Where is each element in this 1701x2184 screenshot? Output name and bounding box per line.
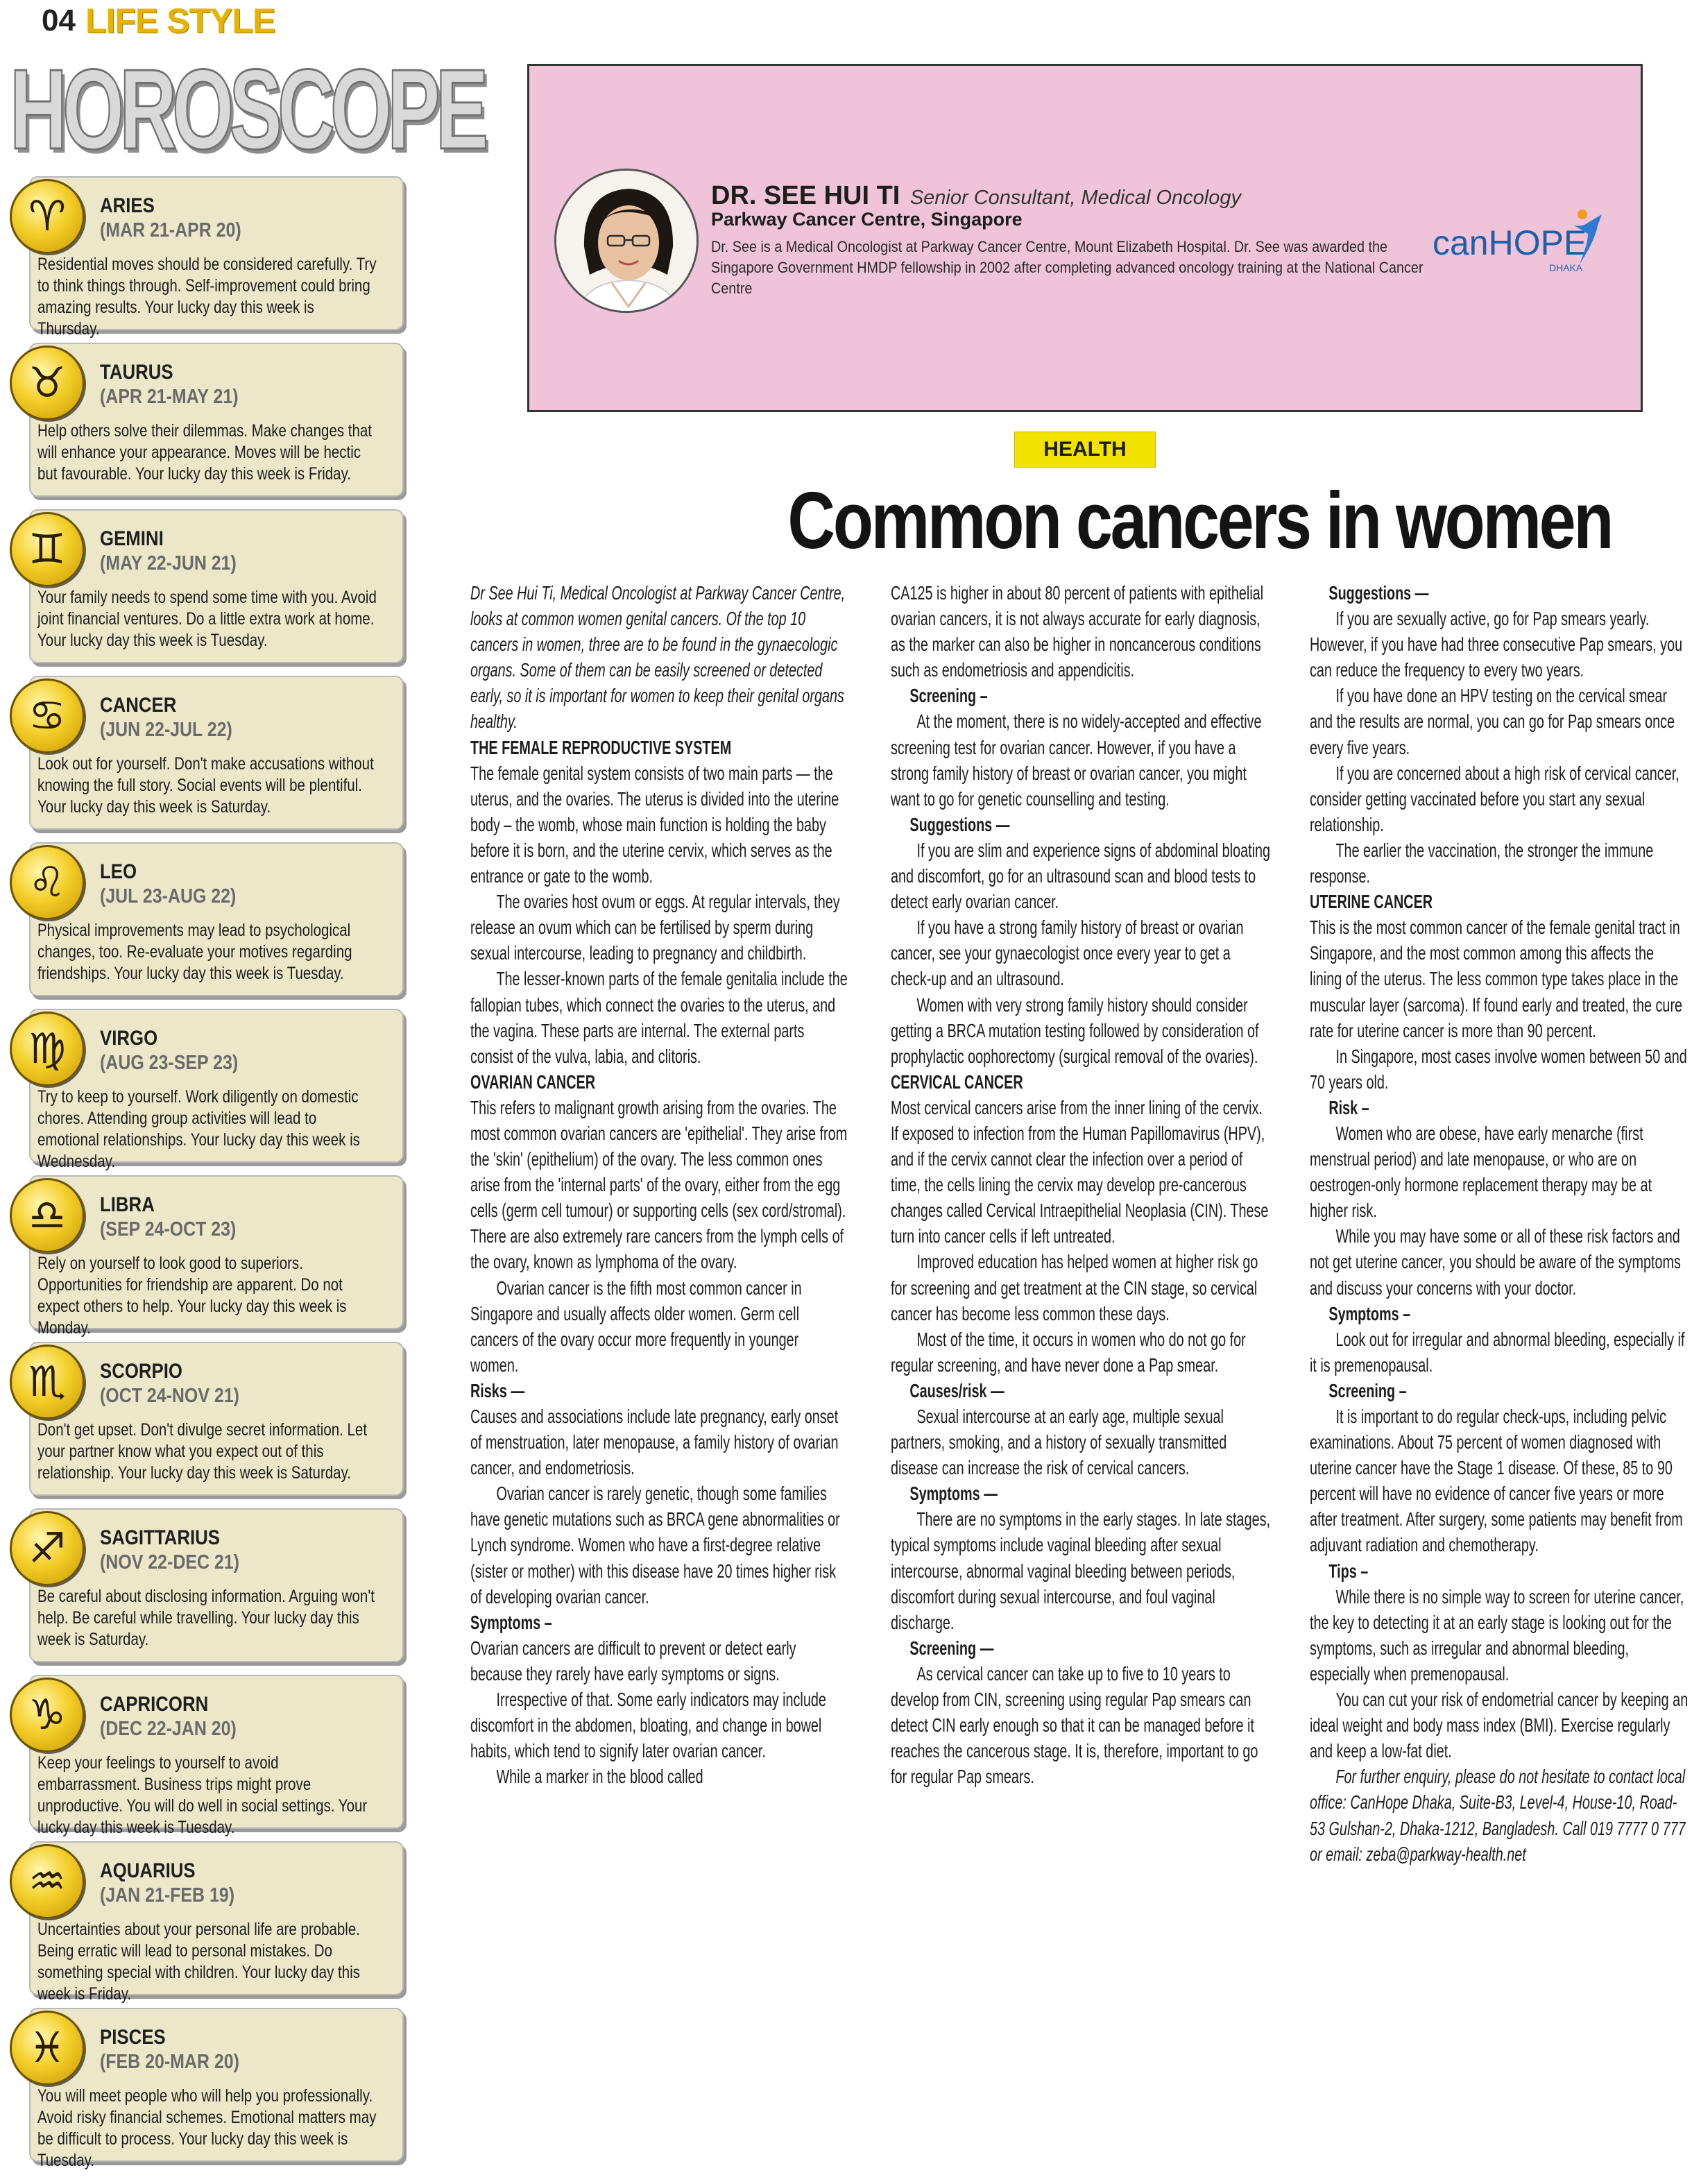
paragraph: Ovarian cancer is the fifth most common cancer in Singapore and usually affects older women. Germ cell cancers of the ovary occur more frequently in younger women. bbox=[470, 1277, 802, 1376]
section-heading: THE FEMALE REPRODUCTIVE SYSTEM bbox=[470, 736, 732, 758]
paragraph: At the moment, there is no widely-accepted and effective screening test for ovarian cancer. However, if you have a strong family history of breast or ovarian cancer, you might want to go for genetic counselling and testing. bbox=[891, 710, 1262, 810]
paragraph: This is the most common cancer of the female genital tract in Singapore, and the most common among this affects the lining of the uterus. The less common type takes place in the muscular layer (sarcoma). If found early and treated, the cure rate for uterine cancer is more than 90 percent. bbox=[1310, 916, 1683, 1041]
doctor-name: DR. SEE HUI TI bbox=[711, 181, 900, 210]
section-heading: OVARIAN CANCER bbox=[470, 1070, 596, 1093]
sign-dates: (NOV 22-DEC 21) bbox=[100, 1551, 239, 1573]
paragraph: Ovarian cancers are difficult to prevent or detect early because they rarely have early symptoms or signs. bbox=[470, 1637, 796, 1684]
paragraph: Women who are obese, have early menarche (first menstrual period) and late menopause, or who are on oestrogen-only hormone replacement therapy may be at higher risk. bbox=[1310, 1122, 1652, 1222]
sign-text: Keep your feelings to yourself to avoid embarrassment. Business trips might prove unproductive. You will do well in social settings. Your lucky day this week is Tuesday. bbox=[37, 1753, 368, 1837]
subheading: Causes/risk — bbox=[909, 1379, 1005, 1401]
paragraph: In Singapore, most cases involve women between 50 and 70 years old. bbox=[1310, 1045, 1687, 1093]
article-headline: Common cancers in women bbox=[787, 475, 1612, 565]
sign-dates: (MAR 21-APR 20) bbox=[100, 219, 241, 241]
sign-card-sagittarius bbox=[10, 1508, 407, 1666]
pisces-icon: ♓ bbox=[10, 2011, 85, 2085]
sign-name: SCORPIO bbox=[100, 1360, 182, 1383]
doctor-portrait-photo bbox=[554, 169, 699, 313]
canhope-logo-mark bbox=[1431, 198, 1625, 288]
sign-card-aquarius bbox=[10, 1841, 407, 2004]
page-number: 04 bbox=[42, 3, 76, 37]
paragraph: Causes and associations include late pregnancy, early onset of menstruation, later menopause, a family history of ovarian cancer, and endometriosis. bbox=[470, 1406, 839, 1479]
masthead bbox=[42, 0, 275, 42]
sign-name: LIBRA bbox=[100, 1193, 155, 1216]
sign-text: Be careful about disclosing information. Arguing won't help. Be careful while travelling. Your lucky day this week is Saturday. bbox=[37, 1587, 375, 1649]
gemini-icon: ♊ bbox=[10, 512, 85, 587]
sun-icon bbox=[1578, 210, 1587, 219]
section-name: LIFE STYLE bbox=[85, 1, 275, 40]
paragraph: If you are sexually active, go for Pap smears yearly. However, if you have had three consecutive Pap smears, you can reduce the frequency to every two years. bbox=[1310, 608, 1683, 681]
paragraph: If you are slim and experience signs of abdominal bloating and discomfort, go for an ultrasound scan and blood tests to detect early ovarian cancer. bbox=[891, 839, 1271, 913]
sign-card-capricorn bbox=[10, 1675, 407, 1837]
sign-name: PISCES bbox=[100, 2026, 166, 2049]
sign-card-gemini bbox=[10, 509, 407, 667]
sign-text: Don't get upset. Don't divulge secret information. Let your partner know what you expect out of this relationship. Your lucky day this week is Saturday. bbox=[37, 1420, 368, 1483]
sign-text: Uncertainties about your personal life are probable. Being erratic will lead to personal mistakes. Do something special with children. Your lucky day this week is Friday. bbox=[37, 1920, 360, 2004]
sign-dates: (FEB 20-MAR 20) bbox=[100, 2051, 239, 2073]
sign-text: Rely on yourself to look good to superiors. Opportunities for friendship are apparent. Do not expect others to help. Your lucky day this week is Monday. bbox=[37, 1254, 347, 1338]
sign-text: Your family needs to spend some time with you. Avoid joint financial ventures. Do a little extra work at home. Your lucky day this week is Tuesday. bbox=[37, 588, 377, 650]
sign-dates: (JUN 22-JUL 22) bbox=[100, 719, 232, 741]
subheading: Screening – bbox=[1328, 1379, 1407, 1401]
sign-text: Physical improvements may lead to psychological changes, too. Re-evaluate your motives regarding friendships. Your lucky day this week is Tuesday. bbox=[37, 921, 352, 983]
sign-name: AQUARIUS bbox=[100, 1859, 196, 1882]
sign-card-taurus bbox=[10, 343, 407, 501]
subheading: Risk – bbox=[1328, 1096, 1369, 1118]
sign-text: Residential moves should be considered carefully. Try to think things through. Self-improvement could bring amazing results. Your lucky day this week is Thursday. bbox=[37, 255, 377, 339]
subheading: Screening — bbox=[909, 1637, 994, 1659]
paragraph: You can cut your risk of endometrial cancer by keeping an ideal weight and body mass index (BMI). Exercise regularly and keep a low-fat diet. bbox=[1310, 1689, 1689, 1762]
aries-icon: ♈ bbox=[10, 179, 85, 254]
profile-name-line bbox=[711, 181, 1241, 211]
subheading: Symptoms — bbox=[909, 1483, 998, 1505]
sign-dates: (AUG 23-SEP 23) bbox=[100, 1052, 239, 1074]
article-column-2 bbox=[891, 580, 1270, 1789]
paragraph: The ovaries host ovum or eggs. At regular intervals, they release an ovum which can be fertilised by sperm during sexual intercourse, leading to pregnancy and childbirth. bbox=[470, 891, 840, 964]
capricorn-icon: ♑ bbox=[10, 1678, 85, 1752]
paragraph: The female genital system consists of two main parts — the uterus, and the ovaries. The uterus is divided into the uterine body – the womb, whose main function is holding the baby before it is born, and the uterine cervix, which serves as the entrance or gate to the womb. bbox=[470, 762, 839, 887]
section-heading: UTERINE CANCER bbox=[1310, 891, 1433, 913]
paragraph: If you are concerned about a high risk of cervical cancer, consider getting vaccinated before you start any sexual relationship. bbox=[1310, 762, 1679, 835]
paragraph: Ovarian cancer is rarely genetic, though some families have genetic mutations such as BRCA gene abnormalities or Lynch syndrome. Women who have a first-degree relative (sister or mother) with this disease have 20 times higher risk of developing ovarian cancer. bbox=[470, 1483, 840, 1607]
virgo-icon: ♍ bbox=[10, 1012, 85, 1086]
sagittarius-icon: ♐ bbox=[10, 1511, 85, 1586]
sign-name: GEMINI bbox=[100, 527, 164, 550]
sign-name: CAPRICORN bbox=[100, 1693, 209, 1716]
section-heading: CERVICAL CANCER bbox=[891, 1070, 1023, 1093]
section-label: HEALTH bbox=[1014, 432, 1156, 468]
paragraph: As cervical cancer can take up to five to 10 years to develop from CIN, screening using regular Pap smears can detect CIN early enough so that it can be managed before it reaches the cancerous stage. It is, therefore, important to go for regular Pap smears. bbox=[891, 1662, 1258, 1788]
doctor-bio: Dr. See is a Medical Oncologist at Parkway Cancer Centre, Mount Elizabeth Hospital. Dr. See was awarded the Singapore Government HMDP fellowship in 2002 after completing advanced oncology training at the National Cancer Centre bbox=[711, 238, 1424, 297]
paragraph: While there is no simple way to screen for uterine cancer, the key to detecting it at an early stage is looking out for the symptoms, such as irregular and abnormal bleeding, especially when premenopausal. bbox=[1310, 1585, 1684, 1684]
paragraph: Improved education has helped women at higher risk go for screening and get treatment at the CIN stage, so cervical cancer has become less common these days. bbox=[891, 1251, 1258, 1324]
subheading: Screening – bbox=[909, 685, 988, 707]
paragraph: If you have done an HPV testing on the cervical smear and the results are normal, you can go for Pap smears once every five years. bbox=[1310, 685, 1675, 758]
article-intro: Dr See Hui Ti, Medical Oncologist at Parkway Cancer Centre, looks at common women genital cancers. Of the top 10 cancers in women, three are to be found in the gynaecologic organs. Some of them can be easily screened or detected early, so it is important for women to keep their genital organs healthy. bbox=[470, 582, 846, 733]
sign-name: TAURUS bbox=[100, 361, 173, 384]
article-column-1 bbox=[470, 580, 850, 1789]
sign-name: SAGITTARIUS bbox=[100, 1526, 220, 1549]
paragraph: The lesser-known parts of the female genitalia include the fallopian tubes, which connect the ovaries to the uterus, and the vagina. These parts are internal. The external parts consist of the vulva, labia, and clitoris. bbox=[470, 968, 848, 1067]
scorpio-icon: ♏ bbox=[10, 1345, 85, 1419]
paragraph: This refers to malignant growth arising from the ovaries. The most common ovarian cancers are 'epithelial'. They arise from the 'skin' (epithelium) of the ovary. The less common ones arise from the 'internal parts' of the ovary, either from the egg cells (germ cell tumour) or supporting cells (sex cord/stromal). There are also extremely rare cancers from the lymph cells of the ovary, known as lymphoma of the ovary. bbox=[470, 1096, 848, 1273]
canhope-logo bbox=[1431, 198, 1625, 288]
paragraph: While a marker in the blood called bbox=[496, 1766, 703, 1788]
sign-text: You will meet people who will help you professionally. Avoid risky financial schemes. Emotional matters may be difficult to process. Your lucky day this week is Tuesday. bbox=[37, 2086, 377, 2170]
logo-subtext: DHAKA bbox=[1549, 262, 1583, 273]
sign-card-leo bbox=[10, 842, 407, 1000]
paragraph: If you have a strong family history of breast or ovarian cancer, see your gynaecologist once every year to get a check-up and an ultrasound. bbox=[891, 916, 1244, 990]
sign-dates: (OCT 24-NOV 21) bbox=[100, 1385, 239, 1407]
sign-text: Help others solve their dilemmas. Make changes that will enhance your appearance. Moves will be hectic but favourable. Your lucky day this week is Friday. bbox=[37, 421, 372, 484]
taurus-icon: ♉ bbox=[10, 345, 85, 420]
sign-name: VIRGO bbox=[100, 1027, 158, 1050]
paragraph: CA125 is higher in about 80 percent of patients with epithelial ovarian cancers, it is not always accurate for early diagnosis, as the marker can also be higher in noncancerous conditions such as endometriosis and appendicitis. bbox=[891, 582, 1264, 681]
sign-name: ARIES bbox=[100, 194, 155, 217]
sign-dates: (JAN 21-FEB 19) bbox=[100, 1884, 235, 1906]
sign-dates: (SEP 24-OCT 23) bbox=[100, 1218, 237, 1240]
paragraph: Sexual intercourse at an early age, multiple sexual partners, smoking, and a history of sexually transmitted disease can increase the risk of cervical cancers. bbox=[891, 1406, 1227, 1479]
sign-card-cancer bbox=[10, 676, 407, 834]
subheading: Symptoms – bbox=[470, 1611, 552, 1633]
paragraph: Look out for irregular and abnormal bleeding, especially if it is premenopausal. bbox=[1310, 1328, 1685, 1376]
sign-card-pisces bbox=[10, 2008, 407, 2170]
profile-box bbox=[527, 64, 1643, 412]
paragraph: Irrespective of that. Some early indicators may include discomfort in the abdomen, bloating, and change in bowel habits, which tend to signify later ovarian cancer. bbox=[470, 1689, 826, 1762]
contact-note: For further enquiry, please do not hesitate to contact local office: CanHope Dhaka, Suite-B3, Level-4, House-10, Road-53 Gulshan-2, Dhaka-1212, Bangladesh. Call 019 7777 0 777 or email: zeba@parkway-health.net bbox=[1310, 1766, 1686, 1865]
subheading: Symptoms – bbox=[1328, 1302, 1411, 1324]
paragraph: While you may have some or all of these risk factors and not get uterine cancer, you should be aware of the symptoms and discuss your concerns with your doctor. bbox=[1310, 1225, 1681, 1299]
article-column-3 bbox=[1310, 580, 1689, 1867]
cancer-icon: ♋ bbox=[10, 679, 85, 753]
libra-icon: ♎ bbox=[10, 1178, 85, 1253]
subheading: Risks — bbox=[470, 1379, 525, 1401]
sign-dates: (JUL 23-AUG 22) bbox=[100, 885, 237, 907]
sign-card-aries bbox=[10, 176, 407, 339]
aquarius-icon: ♒ bbox=[10, 1844, 85, 1919]
sign-text: Look out for yourself. Don't make accusations without knowing the full story. Social events will be plentiful. Your lucky day this week is Saturday. bbox=[37, 754, 374, 817]
paragraph: There are no symptoms in the early stages. In late stages, typical symptoms include vaginal bleeding after sexual intercourse, abnormal vaginal bleeding between periods, discomfort during sexual intercourse, and foul vaginal discharge. bbox=[891, 1508, 1270, 1633]
portrait-icon bbox=[556, 171, 699, 313]
paragraph: Women with very strong family history should consider getting a BRCA mutation testing followed by consideration of prophylactic oophorectomy (surgical removal of the ovaries). bbox=[891, 993, 1259, 1067]
sign-text: Try to keep to yourself. Work diligently on domestic chores. Attending group activities will lead to emotional relationships. Your lucky day this week is Wednesday. bbox=[37, 1087, 360, 1171]
paragraph: The earlier the vaccination, the stronger the immune response. bbox=[1310, 839, 1654, 887]
sign-name: LEO bbox=[100, 860, 137, 883]
subheading: Suggestions — bbox=[1328, 582, 1429, 604]
subheading: Suggestions — bbox=[909, 813, 1010, 835]
sign-card-libra bbox=[10, 1175, 407, 1338]
horoscope-title: HOROSCOPE bbox=[10, 46, 484, 173]
sign-dates: (DEC 22-JAN 20) bbox=[100, 1718, 237, 1740]
sign-card-scorpio bbox=[10, 1342, 407, 1500]
leo-icon: ♌ bbox=[10, 845, 85, 920]
sign-card-virgo bbox=[10, 1009, 407, 1171]
logo-word-can: canHOPE bbox=[1433, 223, 1587, 262]
doctor-role: Senior Consultant, Medical Oncology bbox=[909, 187, 1241, 209]
sign-name: CANCER bbox=[100, 694, 177, 717]
sign-dates: (MAY 22-JUN 21) bbox=[100, 552, 237, 574]
paragraph: Most cervical cancers arise from the inner lining of the cervix. If exposed to infection from the Human Papillomavirus (HPV), and if the cervix cannot clear the infection over a period of time, the cells lining the cervix may develop pre-cancerous changes called Cervical Intraepithelial Neoplasia (CIN). These turn into cancer cells if left untreated. bbox=[891, 1096, 1269, 1247]
doctor-organization: Parkway Cancer Centre, Singapore bbox=[711, 209, 1023, 230]
paragraph: It is important to do regular check-ups, including pelvic examinations. About 75 percent of women diagnosed with uterine cancer have the Stage 1 disease. Of these, 85 to 90 percent will have no evidence of cancer five years or more after treatment. After surgery, some patients may benefit from adjuvant radiation and chemotherapy. bbox=[1310, 1406, 1683, 1556]
sign-dates: (APR 21-MAY 21) bbox=[100, 386, 239, 408]
subheading: Tips – bbox=[1328, 1560, 1369, 1582]
paragraph: Most of the time, it occurs in women who do not go for regular screening, and have never done a Pap smear. bbox=[891, 1328, 1246, 1376]
